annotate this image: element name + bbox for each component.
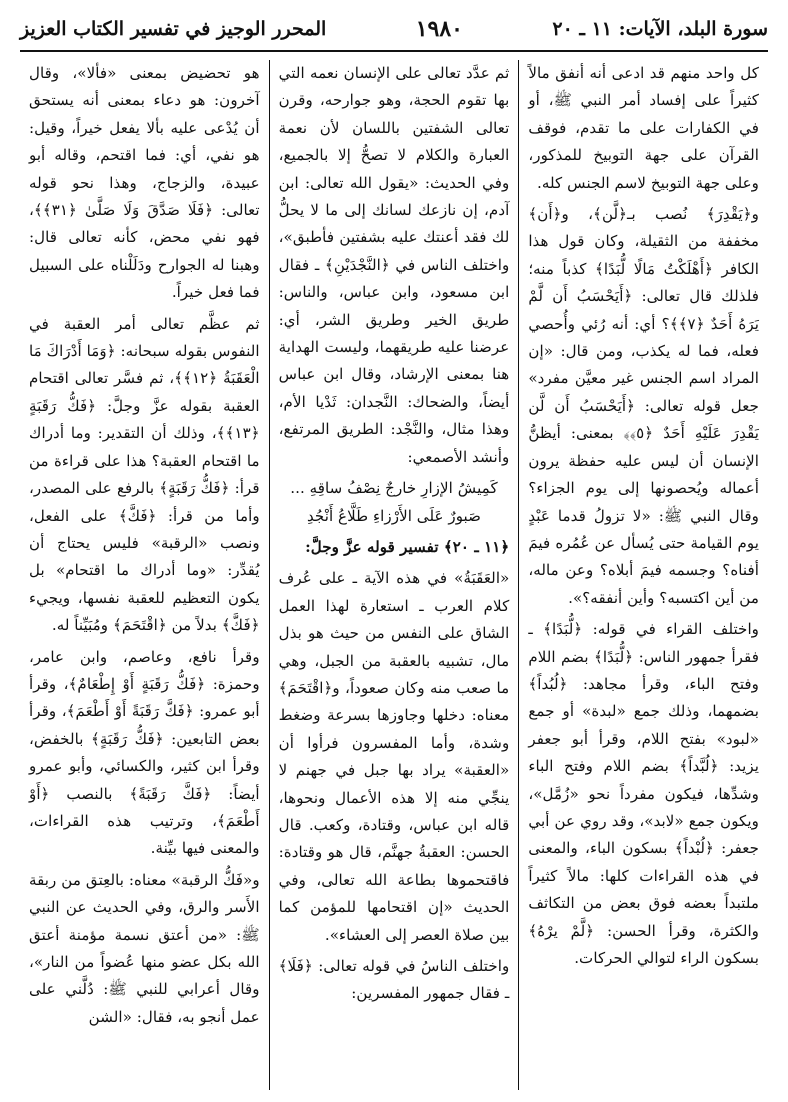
section-heading: ﴿١١ ـ ٢٠﴾ تفسير قوله عزَّ وجلَّ: (305, 537, 510, 556)
column-right (519, 60, 768, 1090)
page-number: ١٩٨٠ (415, 16, 463, 42)
column-left (20, 60, 270, 1090)
paragraph: واختلف القراء في قوله: ﴿لُّبَدًا﴾ ـ فقرأ جمهور الناس: ﴿لُّبَدًا﴾ بضم اللام وفتح الباء، وقرأ مجاهد: ﴿لُبُداً﴾ بضمهما، وذلك جمع «لبدة» أو جمع «لبود» بفتح اللام، وقرأ أبو جعفر يزيد: ﴿لُبَّداً﴾ بضم اللام وفتح الباء وشدِّها، فيكون مفرداً نحو «زُمَّل»، ويكون جمع «لابد»، وقد روي عن أبي جعفر: ﴿لُبْداً﴾ بسكون الباء، والمعنى في هذه القراءات كلها: مالاً كثيراً ملتبداً بعضه فوق بعض من التكاثف والكثرة، وقرأ الحسن: ﴿لَّمْ يرْهُ﴾ بسكون الراء لتوالي الحركات. (528, 620, 759, 967)
verse-quote: كَمِيشُ الإزارِ خارجٌ نِصْفُ ساقِهِ ... صَبورٌ عَلَى الأَرْزاءِ طَلَّاعُ أَنْجُدِ (290, 479, 498, 525)
paragraph: «العَقَبَةُ» في هذه الآية ـ على عُرف كلام العرب ـ استعارة لهذا العمل الشاق على النفس من حيث هو بذل مال، تشبيه بالعقبة من الجبل، وهي ما صعب منه وكان صعوداً، و﴿اقْتَحَمَ﴾ معناه: دخلها وجاوزها بسرعة وضغط وشدة، وأما المفسرون فرأوا أن «العقبة» يراد بها جبل في جهنم لا ينجِّي منه إلا هذه الأعمال ونحوها، قاله ابن عباس، وقتادة، وكعب. قال الحسن: العقبةُ جهنَّم، قال هو وقتادة: فاقتحموها بطاعة الله تعالى، وفي الحديث «إن اقتحامها للمؤمن كما بين صلاة العصر إلى العشاء». (278, 569, 510, 944)
paragraph: كل واحد منهم قد ادعى أنه أنفق مالاً كثيراً على إفساد أمر النبي ﷺ، أو في الكفارات على ما تقدم، فوقف القرآن على جهة التوبيخ للمذكور، وعلى جهة التوبيخ لاسم الجنس كله. (528, 64, 759, 192)
paragraph: هو تحضيض بمعنى «فألا»، وقال آخرون: هو دعاء بمعنى أنه يستحق أن يُدْعى عليه بألا يفعل خيراً، وقيل: هو نفي، أي: فما اقتحم، وقاله أبو عبيدة، والزجاج، وهذا نحو قوله تعالى: ﴿فَلَا صَدَّقَ وَلَا صَلَّىٰ ﴿٣١﴾﴾، فهو نفي محض، كأنه تعالى قال: وهبنا له الجوارح ودَلَلْناه على السبيل فما فعل خيراً. (28, 64, 260, 302)
book-title: المحرر الوجيز في تفسير الكتاب العزيز (20, 18, 327, 40)
surah-title: سورة البلد، الآيات: ١١ ـ ٢٠ (552, 18, 768, 40)
text-columns (20, 60, 768, 1090)
paragraph: واختلف الناسُ في قوله تعالى: ﴿فَلَا﴾ ـ فقال جمهور المفسرين: (278, 957, 510, 1003)
paragraph: ثم عظَّم تعالى أمر العقبة في النفوس بقوله سبحانه: ﴿وَمَا أَدْرَاكَ مَا الْعَقَبَةُ ﴿١٢﴾﴾، ثم فسَّر تعالى اقتحام العقبة بقوله عزَّ وجلَّ: ﴿فَكُّ رَقَبَةٍ ﴿١٣﴾﴾، وذلك أن التقدير: وما أدراك ما اقتحام العقبة؟ هذا على قراءة من قرأ: ﴿فَكُّ رَقَبَةٍ﴾ بالرفع على المصدر، وأما من قرأ: ﴿فَكَّ﴾ على الفعل، ونصب «الرقبة» فليس يحتاج أن يُقدِّر: «وما أدراك ما اقتحام» بل يكون التعظيم للعقبة نفسها، ويجيء ﴿فَكَّ﴾ بدلاً من ﴿اقْتَحَمَ﴾ ومُبَيِّناً له. (28, 314, 260, 635)
paragraph: و﴿يَقْدِرَ﴾ نُصب بـ﴿لَّن﴾، و﴿أَن﴾ مخففة من الثقيلة، وكان قول هذا الكافر ﴿أَهْلَكْتُ مَالًا لُّبَدًا﴾ كذباً منه؛ فلذلك قال تعالى: ﴿أَيَحْسَبُ أَن لَّمْ يَرَهُ أَحَدٌ ﴿٧﴾﴾؟ أي: أنه رُئي وأُحصي فعله، فما له يكذب، ومن قال: «إن المراد اسم الجنس غير معيَّن مفرد» جعل قوله تعالى: ﴿أَيَحْسَبُ أَن لَّن يَقْدِرَ عَلَيْهِ أَحَدٌ ﴿٥﴾﴾ بمعنى: أيظنُّ الإنسان أن ليس عليه حفظة يرون أعماله ويُحصونها إلى يوم الجزاء؟ وقال النبي ﷺ: «لا تزولُ قدما عَبْدٍ يوم القيامة حتى يُسأل عن عُمُره فيمَ أفناه؟ وجسمه فيمَ أبلاه؟ وعن ماله، من أين اكتسبه؟ وأين أنفقه؟». (528, 205, 759, 607)
page-header (20, 8, 768, 50)
paragraph: وقرأ نافع، وعاصم، وابن عامر، وحمزة: ﴿فَكُّ رَقَبَةٍ أَوْ إِطْعَامٌ﴾، وقرأ أبو عمرو: ﴿فَكَّ رَقَبَةً أَوْ أَطْعَمَ﴾، وقرأ بعض التابعين: ﴿فَكُّ رَقَبَةٍ﴾ بالخفض، وقرأ ابن كثير، والكسائي، وأبو عمرو أيضاً: ﴿فَكَّ رَقَبَةً﴾ بالنصب ﴿أَوْ أَطْعَمَ﴾، وترتيب هذه القراءات، والمعنى فيها بيِّنة. (28, 647, 260, 858)
header-divider (20, 50, 768, 52)
paragraph: ثم عدَّد تعالى على الإنسان نعمه التي بها تقوم الحجة، وهو جوارحه، وقرن تعالى الشفتين باللسان لأن نعمة العبارة والكلام لا تصحُّ إلا بالجميع، وفي الحديث: «يقول الله تعالى: ابن آدم، إن نازعك لسانك إلى ما لا يحلُّ لك فقد أعنتك عليه بشفتين فأطبق»، واختلف الناس في ﴿النَّجْدَيْنِ﴾ ـ فقال ابن مسعود، وابن عباس، والناس: طريق الخير وطريق الشر، أي: عرضنا عليه طريقهما، وليست الهداية هنا بمعنى الإرشاد، وقال ابن عباس أيضاً، والضحاك: النَّجدان: ثَدْيا الأم، وهذا مثال، والنَّجْد: الطريق المرتفع، وأنشد الأصمعي: (278, 64, 510, 466)
column-middle (270, 60, 520, 1090)
paragraph: و«فَكُّ الرقبة» معناه: بالعِتق من ربقة الأَسر والرق، وفي الحديث عن النبي ﷺ: «من أعتق نسمة مؤمنة أعتق الله بكل عضو منها عُضواً من النار»، وقال أعرابي للنبي ﷺ: دُلَّني على عمل أنجو به، فقال: «الشن (28, 870, 260, 1026)
